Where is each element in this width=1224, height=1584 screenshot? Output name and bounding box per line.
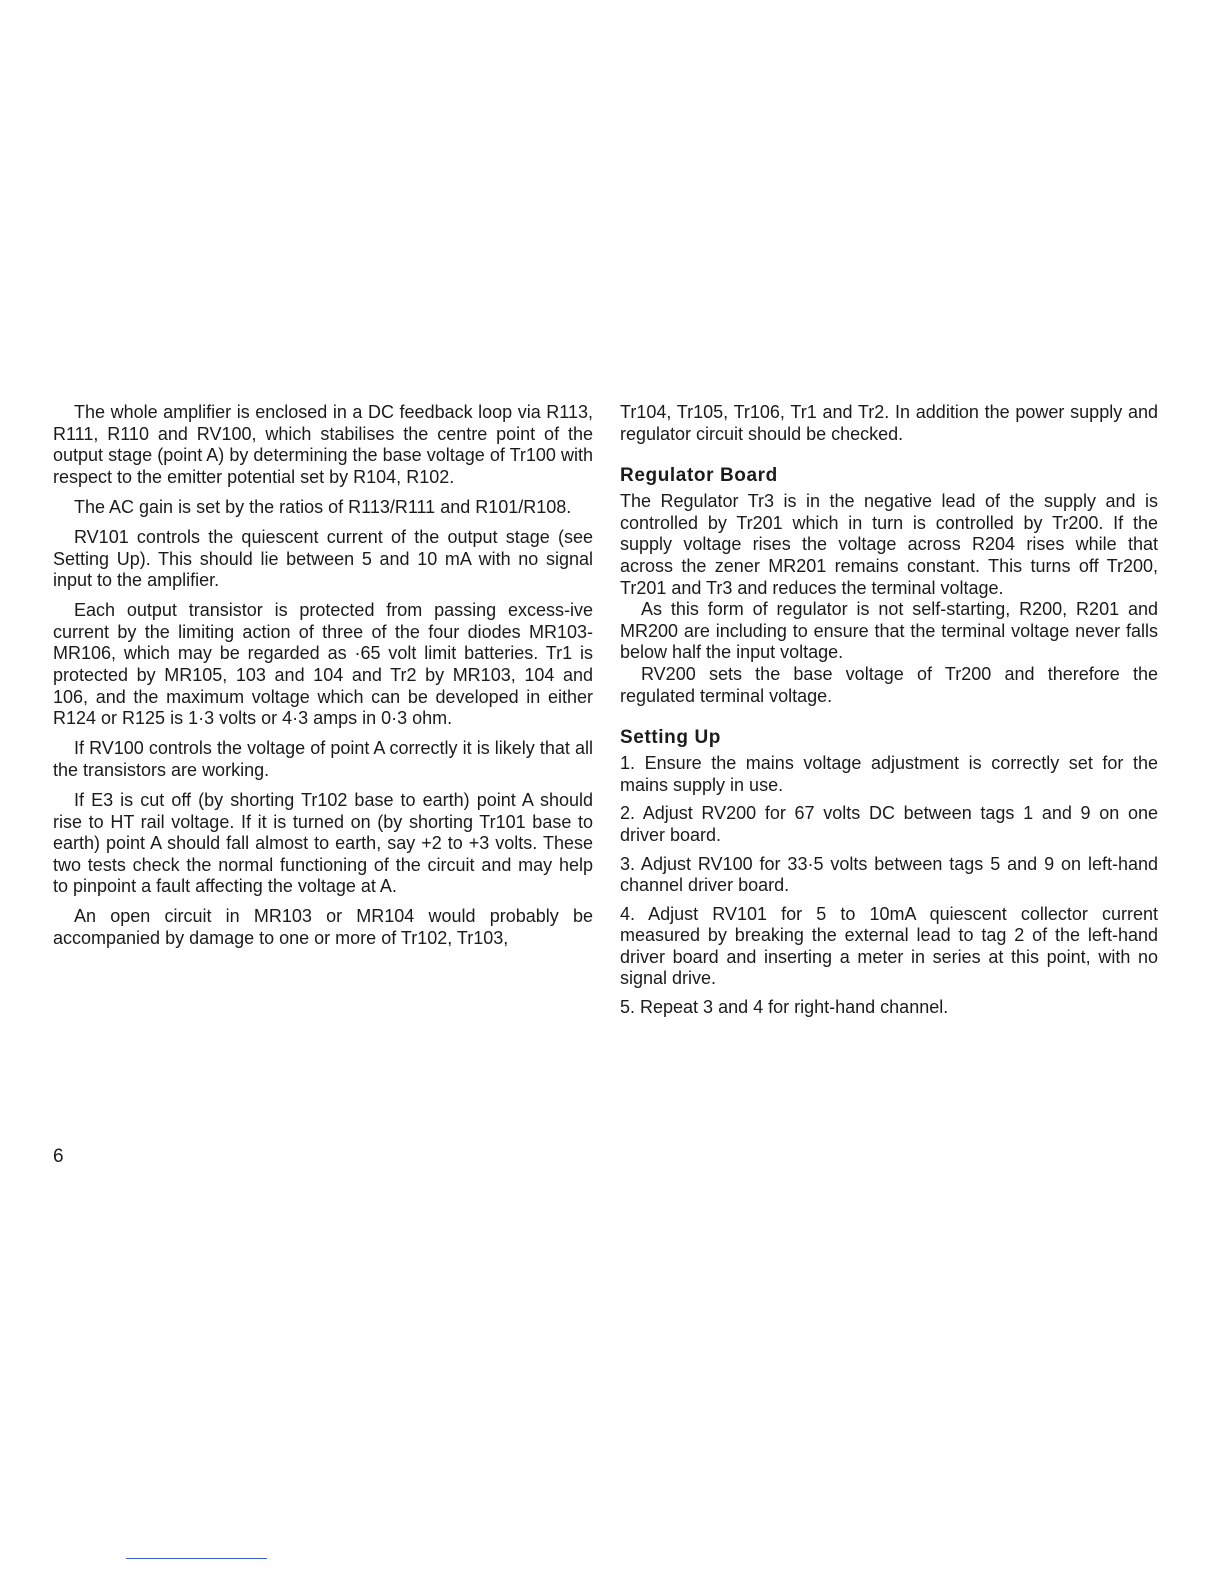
left-column [53, 402, 593, 958]
paragraph-open-circuit: An open circuit in MR103 or MR104 would probably be accompanied by damage to one or more of Tr102, Tr103, [53, 906, 593, 949]
setup-step-4: 4. Adjust RV101 for 5 to 10mA quiescent collector current measured by breaking the external lead to tag 2 of the left-hand driver board and inserting a meter in series at this point, with no signal drive. [620, 903, 1158, 989]
page-number: 6 [53, 1146, 64, 1167]
paragraph-rv100-check: If RV100 controls the voltage of point A correctly it is likely that all the transistors are working. [53, 738, 593, 780]
paragraph-regulator-operation: The Regulator Tr3 is in the negative lead of the supply and is controlled by Tr201 which in turn is controlled by Tr200. If the supply voltage rises the voltage across R204 rises while that across the zener MR201 remains constant. This turns off Tr200, Tr201 and Tr3 and reduces the terminal voltage. [620, 491, 1158, 598]
right-column [620, 402, 1158, 1026]
paragraph-quiescent-current: RV101 controls the quiescent current of the output stage (see Setting Up). This should lie between 5 and 10 mA with no signal input to the amplifier. [53, 526, 593, 591]
paragraph-regulator-starting: As this form of regulator is not self-starting, R200, R201 and MR200 are including to ensure that the terminal voltage never falls below half the input voltage. [620, 599, 1158, 663]
paragraph-rv200: RV200 sets the base voltage of Tr200 and therefore the regulated terminal voltage. [620, 663, 1158, 706]
paragraph-continuation: Tr104, Tr105, Tr106, Tr1 and Tr2. In addition the power supply and regulator circuit should be checked. [620, 402, 1158, 444]
regulator-board-section [620, 465, 1158, 707]
regulator-board-heading: Regulator Board [620, 465, 778, 487]
setup-step-5: 5. Repeat 3 and 4 for right-hand channel. [620, 997, 949, 1018]
paragraph-e3-tests: If E3 is cut off (by shorting Tr102 base to earth) point A should rise to HT rail voltage. If it is turned on (by shorting Tr101 base to earth) point A should fall almost to earth, say +2 to +3 volts. These two tests check the normal functioning of the circuit and may help to pinpoint a fault affecting the voltage at A. [53, 790, 593, 897]
setting-up-steps [620, 753, 1158, 1019]
setup-step-2: 2. Adjust RV200 for 67 volts DC between tags 1 and 9 on one driver board. [620, 803, 1158, 845]
paragraph-output-protection: Each output transistor is protected from passing excess-ive current by the limiting action of three of the four diodes MR103-MR106, which may be regarded as ·65 volt limit batteries. Tr1 is protected by MR105, 103 and 104 and Tr2 by MR103, 104 and 106, and the maximum voltage which can be developed in either R124 or R125 is 1·3 volts or 4·3 amps in 0·3 ohm. [53, 600, 593, 729]
paragraph-feedback-loop: The whole amplifier is enclosed in a DC feedback loop via R113, R111, R110 and RV100, which stabilises the centre point of the output stage (point A) by determining the base voltage of Tr100 with respect to the emitter potential set by R104, R102. [53, 402, 593, 487]
setup-step-1: 1. Ensure the mains voltage adjustment is correctly set for the mains supply in use. [620, 753, 1158, 795]
setting-up-heading: Setting Up [620, 727, 721, 749]
setup-step-3: 3. Adjust RV100 for 33·5 volts between tags 5 and 9 on left-hand channel driver board. [620, 853, 1158, 896]
setting-up-section [620, 727, 1158, 1019]
footer-rule [126, 1558, 267, 1559]
paragraph-ac-gain: The AC gain is set by the ratios of R113/R111 and R101/R108. [74, 496, 572, 517]
